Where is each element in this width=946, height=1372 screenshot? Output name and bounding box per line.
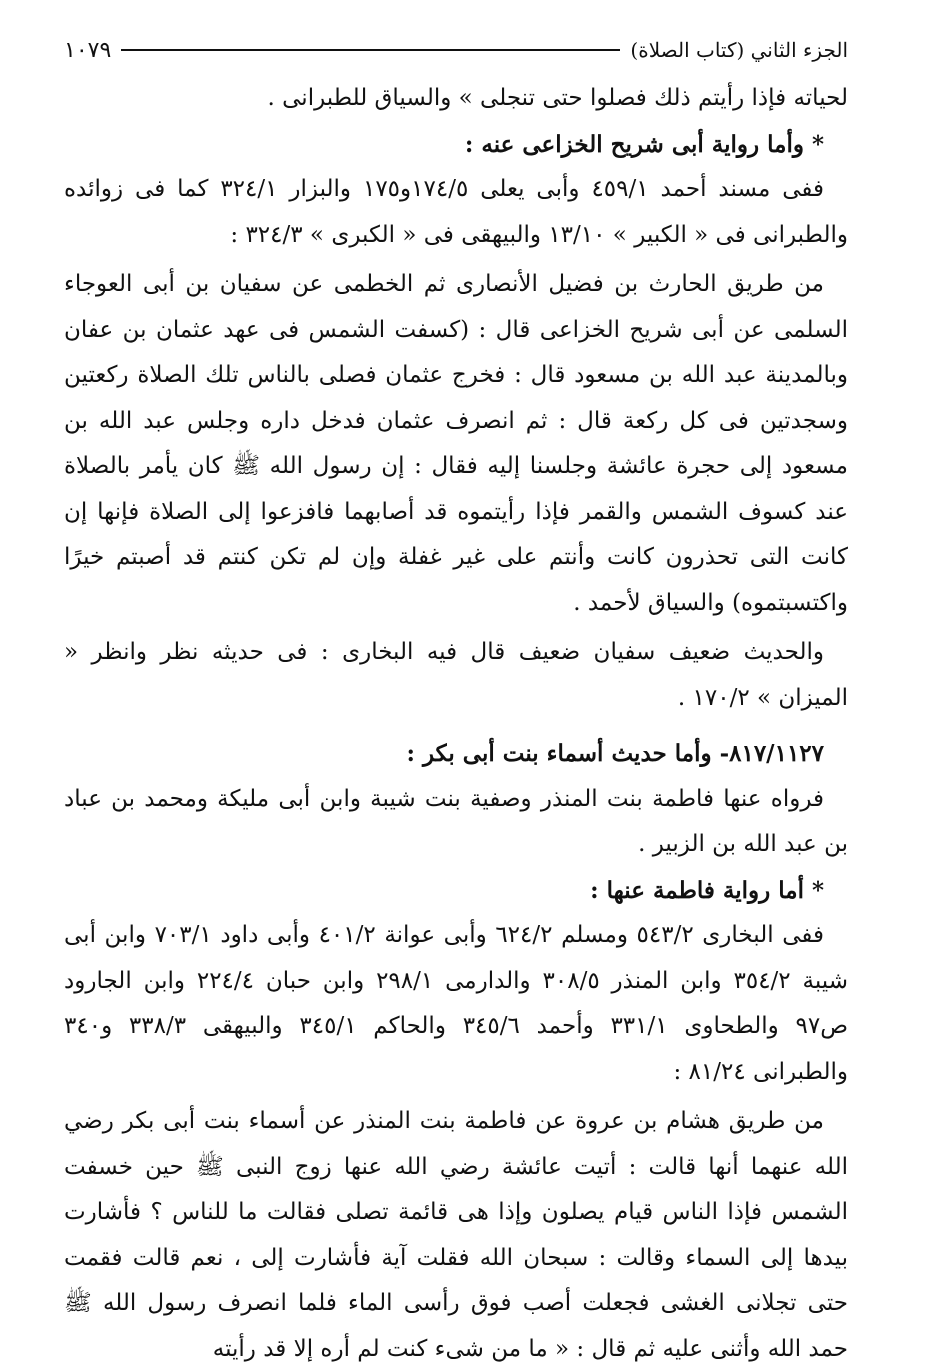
narrators-paragraph: فرواه عنها فاطمة بنت المنذر وصفية بنت شيبة وابن أبى مليكة ومحمد بن عباد بن عبد الله بن الزبير . xyxy=(64,785,848,857)
hadith-text-paragraph: من طريق الحارث بن فضيل الأنصارى ثم الخطمى عن سفيان بن أبى العوجاء السلمى عن أبى شريح الخزاعى قال : (كسفت الشمس فى عهد عثمان بن عفان وبالمدينة عبد الله بن مسعود قال : فخرج عثمان فصلى بالناس تلك الصلاة ركعتين وسجدتين فى كل ركعة قال : ثم انصرف عثمان فدخل داره وجلس عبد الله بن مسعود إلى حجرة عائشة وجلسنا إليه فقال : إن رسول الله ﷺ كان يأمر بالصلاة عند كسوف الشمس والقمر فإذا رأيتموه قد أصابهما فافزعوا إلى الصلاة فإنها إن كانت التى تحذرون كانت وأنتم على غير غفلة وإن لم تكن كنتم قد أصبتم خيرًا واكتسبتموه) والسياق لأحمد . xyxy=(64,271,848,616)
section-heading-asma: ٨١٧/١١٢٧- وأما حديث أسماء بنت أبى بكر : xyxy=(406,740,824,767)
running-title: الجزء الثاني (كتاب الصلاة) xyxy=(630,38,848,62)
sources-paragraph-fatima: ففى البخارى ٥٤٣/٢ ومسلم ٦٢٤/٢ وأبى عوانة ٤٠١/٢ وأبى داود ٧٠٣/١ وابن أبى شيبة ٣٥٤/٢ وابن المنذر ٣٠٨/٥ والدارمى ٢٩٨/١ وابن حبان ٢٢٤/٤ وابن الجارود ص٩٧ والطحاوى ٣٣١/١ وأحمد ٣٤٥/٦ والحاكم ٣٤٥/١ والبيهقى ٣٣٨/٣ و٣٤٠ والطبرانى ٨١/٢٤ : xyxy=(64,922,848,1085)
page-number: ١٠٧٩ xyxy=(64,37,112,63)
hadith-text-paragraph-asma: من طريق هشام بن عروة عن فاطمة بنت المنذر عن أسماء بنت أبى بكر رضي الله عنهما أنها قالت : أتيت عائشة رضي الله عنها زوج النبى ﷺ حين خسفت الشمس فإذا الناس قيام يصلون وإذا هى قائمة تصلى فقالت ما للناس ؟ فأشارت بيدها إلى السماء وقالت : سبحان الله فقلت آية فأشارت إلى ، نعم قالت فقمت حتى تجلانى الغشى فجعلت أصب فوق رأسى الماء فلما انصرف رسول الله ﷺ حمد الله وأثنى عليه ثم قال : « ما من شىء كنت لم أره إلا قد رأيته xyxy=(64,1108,848,1362)
continuation-paragraph: لحياته فإذا رأيتم ذلك فصلوا حتى تنجلى » والسياق للطبرانى . xyxy=(267,85,848,111)
section-heading-fatima: * أما رواية فاطمة عنها : xyxy=(590,876,824,904)
page-header xyxy=(64,30,848,70)
sources-paragraph: ففى مسند أحمد ٤٥٩/١ وأبى يعلى ١٧٤/٥و١٧٥ والبزار ٣٢٤/١ كما فى زوائده والطبرانى فى « الكبير » ١٣/١٠ والبيهقى فى « الكبرى » ٣٢٤/٣ : xyxy=(64,176,848,248)
page-body xyxy=(64,76,848,1372)
header-rule xyxy=(121,49,620,51)
section-heading-abu-shurayh: * وأما رواية أبى شريح الخزاعى عنه : xyxy=(464,130,824,158)
book-page xyxy=(64,30,848,1372)
grading-paragraph: والحديث ضعيف سفيان ضعيف قال فيه البخارى : فى حديثه نظر وانظر « الميزان » ١٧٠/٢ . xyxy=(64,639,848,711)
